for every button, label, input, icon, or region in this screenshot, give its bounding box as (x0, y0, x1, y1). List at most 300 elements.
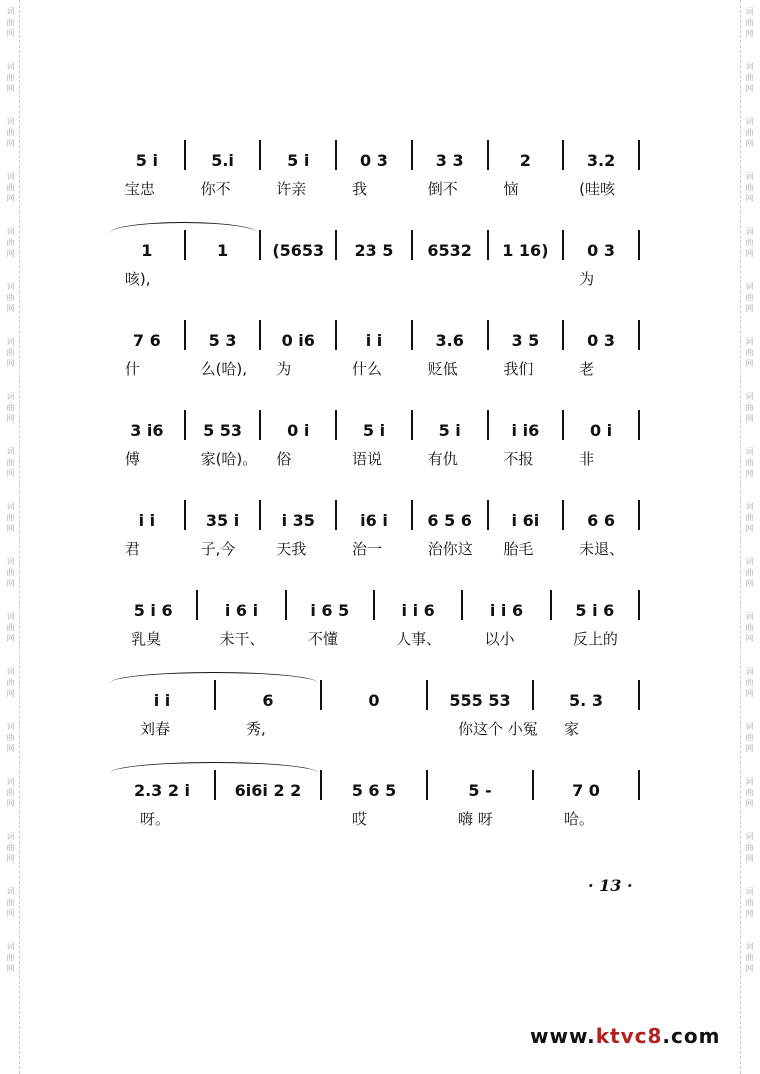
measure (337, 410, 411, 440)
watermark-char: 词 (6, 282, 15, 291)
measure (337, 500, 411, 530)
note-group: 3.6 (435, 331, 464, 350)
notes-row (110, 670, 640, 710)
barline (638, 770, 640, 800)
measure (564, 500, 638, 530)
measure (186, 230, 260, 260)
measure (261, 230, 335, 260)
watermark-char: 网 (745, 29, 754, 38)
note-group: 2 (519, 151, 531, 170)
score-system (110, 220, 640, 310)
lyric-text: 老 (579, 359, 595, 378)
watermark-char: 词 (745, 832, 754, 841)
watermark-stamp (7, 611, 15, 644)
watermark-char: 词 (6, 667, 15, 676)
measure (287, 590, 373, 620)
lyric-row (110, 260, 640, 296)
watermark-char: 词 (6, 392, 15, 401)
watermark-char: 曲 (6, 293, 15, 302)
measure (198, 590, 284, 620)
measure (216, 770, 320, 800)
note-group: 6 (262, 691, 274, 710)
lyric-text: 未干、 (219, 629, 265, 648)
watermark-char: 曲 (6, 733, 15, 742)
watermark-stamp (7, 776, 15, 809)
watermark-char: 词 (6, 7, 15, 16)
lyric-row (110, 530, 640, 566)
watermark-char: 曲 (745, 458, 754, 467)
watermark-char: 网 (6, 29, 15, 38)
watermark-char: 曲 (745, 788, 754, 797)
watermark-stamp (746, 831, 754, 864)
watermark-char: 网 (6, 414, 15, 423)
measure (552, 590, 638, 620)
watermark-char: 曲 (745, 293, 754, 302)
measure (261, 500, 335, 530)
watermark-char: 网 (6, 469, 15, 478)
watermark-stamp (746, 226, 754, 259)
watermark-char: 曲 (745, 18, 754, 27)
watermark-char: 词 (6, 227, 15, 236)
watermark-char: 网 (6, 634, 15, 643)
watermark-char: 词 (6, 942, 15, 951)
note-group: i 6i (511, 511, 540, 530)
lyric-text: 你不 (200, 179, 231, 198)
site-url-prefix: www. (530, 1024, 596, 1048)
lyric-text: (哇咳 (579, 179, 615, 198)
site-url-suffix: .com (662, 1024, 721, 1048)
watermark-stamp (7, 116, 15, 149)
watermark-char: 词 (745, 62, 754, 71)
watermark-stamp (7, 391, 15, 424)
barline (638, 590, 640, 620)
note-group: 7 6 (132, 331, 161, 350)
barline (638, 140, 640, 170)
watermark-char: 词 (6, 832, 15, 841)
lyric-text: 嗨 呀 (458, 809, 493, 828)
watermark-char: 曲 (745, 678, 754, 687)
lyric-text: 什么 (352, 359, 383, 378)
measure (216, 680, 320, 710)
measure (489, 140, 563, 170)
watermark-char: 曲 (745, 128, 754, 137)
note-group: 5. 3 (569, 691, 603, 710)
note-group: 3.2 (586, 151, 616, 170)
measure (375, 590, 461, 620)
note-group: 5 i (362, 421, 386, 440)
barline (638, 320, 640, 350)
watermark-char: 网 (745, 634, 754, 643)
score-system (110, 580, 640, 670)
watermark-stamp (7, 721, 15, 754)
watermark-char: 词 (745, 942, 754, 951)
measure (413, 320, 487, 350)
watermark-char: 词 (745, 117, 754, 126)
note-group: 3 3 (435, 151, 464, 170)
lyric-text: 宝忠 (124, 179, 155, 198)
jianpu-score (110, 130, 640, 850)
measure (110, 410, 184, 440)
watermark-char: 网 (6, 964, 15, 973)
watermark-char: 词 (745, 777, 754, 786)
note-group: 555 53 (449, 691, 511, 710)
lyric-text: 有仇 (427, 449, 458, 468)
watermark-char: 词 (6, 557, 15, 566)
measure (110, 590, 196, 620)
watermark-stamp (746, 941, 754, 974)
watermark-stamp (746, 281, 754, 314)
watermark-stamp (746, 721, 754, 754)
measure (463, 590, 549, 620)
lyric-text: 俗 (276, 449, 292, 468)
watermark-char: 词 (745, 722, 754, 731)
watermark-stamp (7, 886, 15, 919)
watermark-char: 词 (745, 667, 754, 676)
watermark-stamp (7, 501, 15, 534)
watermark-char: 词 (745, 7, 754, 16)
watermark-char: 曲 (745, 843, 754, 852)
site-url (530, 1024, 720, 1048)
measure (186, 140, 260, 170)
lyric-text: 反上的 (572, 629, 618, 648)
note-group: 5 3 (208, 331, 237, 350)
lyric-row (110, 170, 640, 206)
watermark-stamp (7, 556, 15, 589)
measure (564, 410, 638, 440)
note-group: 1 (141, 241, 153, 260)
watermark-char: 曲 (6, 513, 15, 522)
watermark-char: 曲 (745, 348, 754, 357)
note-group: i 6 5 (310, 601, 350, 620)
slur-mark (110, 672, 318, 683)
watermark-stamp (746, 61, 754, 94)
watermark-char: 网 (6, 304, 15, 313)
measure (110, 140, 184, 170)
measure (337, 140, 411, 170)
note-group: 6 5 6 (427, 511, 472, 530)
note-group: i i 6 (401, 601, 435, 620)
lyric-text: 哎 (352, 809, 368, 828)
watermark-stamp (746, 446, 754, 479)
notes-row (110, 130, 640, 170)
watermark-char: 曲 (6, 403, 15, 412)
watermark-char: 曲 (6, 348, 15, 357)
note-group: 2.3 2 i (133, 781, 191, 800)
left-watermark-column (2, 0, 20, 1074)
lyric-row (110, 620, 640, 656)
measure (186, 500, 260, 530)
watermark-char: 曲 (745, 403, 754, 412)
lyric-row (110, 710, 640, 746)
watermark-stamp (746, 116, 754, 149)
watermark-stamp (746, 6, 754, 39)
notes-row (110, 310, 640, 350)
lyric-text: 为 (276, 359, 292, 378)
watermark-stamp (746, 776, 754, 809)
note-group: i 35 (281, 511, 315, 530)
lyric-text: 语说 (352, 449, 383, 468)
measure (110, 680, 214, 710)
watermark-stamp (746, 171, 754, 204)
watermark-char: 词 (745, 227, 754, 236)
watermark-stamp (746, 336, 754, 369)
lyric-text: 倒不 (427, 179, 458, 198)
note-group: 6 6 (587, 511, 615, 530)
watermark-char: 曲 (6, 238, 15, 247)
watermark-char: 曲 (6, 568, 15, 577)
lyric-text: 人事、 (396, 629, 442, 648)
note-group: 3 i6 (130, 421, 164, 440)
measure (564, 140, 638, 170)
watermark-char: 网 (745, 854, 754, 863)
watermark-char: 词 (6, 62, 15, 71)
note-group: i6 i (360, 511, 388, 530)
lyric-row (110, 800, 640, 836)
watermark-char: 曲 (745, 568, 754, 577)
note-group: i i (138, 511, 156, 530)
note-group: i i (365, 331, 383, 350)
watermark-char: 网 (745, 689, 754, 698)
watermark-char: 词 (6, 887, 15, 896)
watermark-char: 曲 (745, 238, 754, 247)
measure (564, 320, 638, 350)
watermark-stamp (7, 281, 15, 314)
watermark-char: 网 (745, 799, 754, 808)
note-group: 5 i (287, 151, 310, 170)
note-group: 0 3 (587, 331, 615, 350)
watermark-char: 网 (6, 84, 15, 93)
lyric-text: 子,今 (200, 539, 236, 558)
note-group: 1 (216, 241, 229, 260)
lyric-text: 为 (579, 269, 595, 288)
measure (110, 770, 214, 800)
site-url-accent: ktvc8 (595, 1024, 663, 1048)
watermark-char: 网 (6, 909, 15, 918)
watermark-char: 曲 (745, 953, 754, 962)
note-group: 0 i (589, 421, 613, 440)
page-number: · 13 · (588, 876, 633, 895)
lyric-text: 贬低 (427, 359, 458, 378)
watermark-char: 网 (745, 139, 754, 148)
lyric-text: 乳臭 (131, 629, 162, 648)
lyric-text: 刘春 (140, 719, 171, 738)
watermark-char: 网 (6, 744, 15, 753)
lyric-text: 我 (352, 179, 368, 198)
watermark-char: 词 (6, 612, 15, 621)
note-group: (5653 (272, 241, 325, 260)
watermark-stamp (746, 886, 754, 919)
watermark-char: 网 (6, 854, 15, 863)
lyric-text: 恼 (503, 179, 519, 198)
watermark-char: 词 (6, 337, 15, 346)
note-group: 35 i (205, 511, 240, 530)
note-group: 6532 (427, 241, 472, 260)
measure (413, 230, 487, 260)
watermark-char: 网 (745, 524, 754, 533)
lyric-text: 治你这 (427, 539, 473, 558)
measure (337, 230, 411, 260)
measure (186, 320, 260, 350)
measure (428, 680, 532, 710)
watermark-char: 词 (6, 447, 15, 456)
note-group: 0 i6 (281, 331, 315, 350)
note-group: 5.i (211, 151, 234, 170)
barline (638, 500, 640, 530)
watermark-char: 网 (745, 249, 754, 258)
watermark-char: 词 (6, 722, 15, 731)
measure (428, 770, 532, 800)
watermark-char: 词 (745, 612, 754, 621)
measure (489, 500, 563, 530)
watermark-char: 曲 (6, 623, 15, 632)
watermark-char: 曲 (6, 898, 15, 907)
watermark-char: 网 (745, 359, 754, 368)
note-group: 5 i 6 (575, 601, 615, 620)
measure (534, 680, 638, 710)
right-watermark-column (740, 0, 758, 1074)
measure (413, 500, 487, 530)
watermark-char: 词 (745, 337, 754, 346)
lyric-text: 治一 (352, 539, 383, 558)
measure (110, 500, 184, 530)
watermark-char: 词 (745, 887, 754, 896)
lyric-text: 不报 (503, 449, 534, 468)
watermark-char: 网 (6, 689, 15, 698)
watermark-stamp (7, 666, 15, 699)
watermark-char: 网 (745, 964, 754, 973)
measure (261, 140, 335, 170)
lyric-text: 你这个 小冤 (458, 719, 538, 738)
barline (638, 410, 640, 440)
lyric-text: 家 (564, 719, 580, 738)
note-group: i i (153, 691, 171, 710)
note-group: i i6 (511, 421, 540, 440)
watermark-char: 曲 (6, 183, 15, 192)
measure (110, 230, 184, 260)
lyric-text: 家(哈)。 (200, 449, 258, 468)
lyric-text: 许亲 (276, 179, 307, 198)
watermark-char: 网 (745, 579, 754, 588)
slur-mark (110, 762, 318, 773)
watermark-stamp (7, 941, 15, 974)
watermark-char: 词 (6, 777, 15, 786)
watermark-stamp (746, 556, 754, 589)
watermark-stamp (7, 171, 15, 204)
barline (638, 680, 640, 710)
note-group: 0 3 (587, 241, 615, 260)
notes-row (110, 400, 640, 440)
measure (564, 230, 638, 260)
measure (534, 770, 638, 800)
notes-row (110, 580, 640, 620)
lyric-text: 非 (579, 449, 595, 468)
watermark-char: 网 (745, 469, 754, 478)
watermark-char: 网 (6, 524, 15, 533)
watermark-char: 曲 (6, 678, 15, 687)
lyric-text: 我们 (503, 359, 534, 378)
watermark-char: 曲 (6, 953, 15, 962)
measure (110, 320, 184, 350)
lyric-text: 咳), (124, 269, 151, 288)
watermark-char: 曲 (6, 458, 15, 467)
watermark-char: 网 (6, 799, 15, 808)
lyric-text: 呀。 (140, 809, 171, 828)
measure (413, 140, 487, 170)
lyric-text: 未退、 (579, 539, 625, 558)
watermark-char: 网 (6, 579, 15, 588)
score-system (110, 670, 640, 760)
barline (638, 230, 640, 260)
lyric-text: 哈。 (564, 809, 595, 828)
score-system (110, 130, 640, 220)
watermark-char: 词 (745, 172, 754, 181)
watermark-char: 曲 (745, 183, 754, 192)
lyric-text: 君 (124, 539, 140, 558)
watermark-char: 网 (6, 194, 15, 203)
note-group: 0 3 (360, 151, 388, 170)
score-system (110, 760, 640, 850)
watermark-char: 网 (745, 194, 754, 203)
note-group: 5 53 (203, 421, 243, 440)
watermark-char: 曲 (745, 898, 754, 907)
watermark-char: 曲 (6, 843, 15, 852)
lyric-text: 什 (124, 359, 140, 378)
measure (186, 410, 260, 440)
watermark-char: 网 (745, 909, 754, 918)
watermark-stamp (7, 336, 15, 369)
watermark-char: 词 (745, 392, 754, 401)
watermark-char: 曲 (745, 513, 754, 522)
watermark-stamp (7, 831, 15, 864)
watermark-char: 曲 (6, 73, 15, 82)
measure (261, 410, 335, 440)
watermark-char: 曲 (745, 733, 754, 742)
watermark-char: 词 (6, 502, 15, 511)
note-group: 5 i (438, 421, 461, 440)
score-system (110, 490, 640, 580)
measure (413, 410, 487, 440)
note-group: 5 i (135, 151, 158, 170)
note-group: 5 i 6 (133, 601, 173, 620)
lyric-text: 傅 (124, 449, 140, 468)
lyric-text: 不懂 (307, 629, 338, 648)
notes-row (110, 760, 640, 800)
watermark-stamp (746, 501, 754, 534)
watermark-char: 网 (745, 414, 754, 423)
note-group: i 6 i (224, 601, 259, 620)
note-group: 23 5 (354, 241, 394, 260)
lyric-row (110, 440, 640, 476)
measure (337, 320, 411, 350)
slur-mark (110, 222, 257, 233)
lyric-row (110, 350, 640, 386)
score-system (110, 310, 640, 400)
notes-row (110, 220, 640, 260)
lyric-text: 天我 (276, 539, 307, 558)
measure (489, 410, 563, 440)
watermark-char: 曲 (745, 623, 754, 632)
measure (489, 320, 563, 350)
note-group: 7 0 (572, 781, 600, 800)
lyric-text: 么(哈), (200, 359, 248, 378)
watermark-stamp (746, 666, 754, 699)
watermark-stamp (7, 6, 15, 39)
watermark-char: 词 (6, 117, 15, 126)
note-group: 6i6i 2 2 (234, 781, 302, 800)
watermark-char: 网 (745, 84, 754, 93)
lyric-text: 秀, (246, 719, 266, 738)
notes-row (110, 490, 640, 530)
